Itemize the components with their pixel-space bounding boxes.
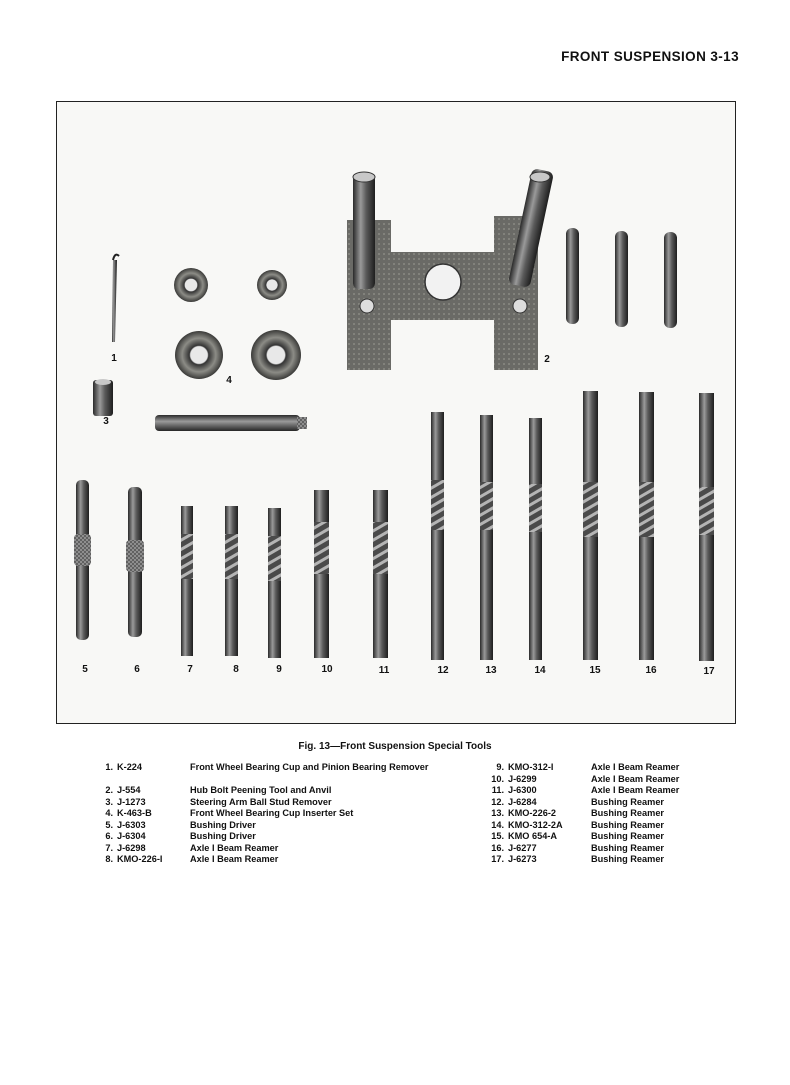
callout-8: 8	[233, 664, 239, 675]
part-number: J-6303	[117, 819, 146, 830]
part-number: J-6277	[508, 842, 537, 853]
legend-row: 4. K-463-B Front Wheel Bearing Cup Inserter Set	[105, 808, 354, 818]
tool-description: Axle I Beam Reamer	[591, 762, 680, 772]
tool-description: Bushing Reamer	[591, 796, 665, 807]
callout-10: 10	[321, 664, 333, 675]
tools-photograph	[56, 101, 736, 724]
tool-16-reamer	[639, 392, 654, 660]
tool-description: Hub Bolt Peening Tool and Anvil	[190, 785, 332, 795]
tool-description: Bushing Reamer	[591, 819, 665, 830]
tool-description: Bushing Reamer	[591, 842, 665, 853]
callout-12: 12	[437, 665, 449, 676]
tool-description: Bushing Driver	[190, 831, 256, 841]
legend-row: 2. J-554 Hub Bolt Peening Tool and Anvil	[105, 785, 332, 795]
tool-1-bearing-remover	[112, 255, 119, 342]
tool-description: Steering Arm Ball Stud Remover	[190, 796, 332, 807]
part-number: J-6273	[508, 854, 537, 864]
tool-description: Axle I Beam Reamer	[591, 773, 680, 784]
part-number: KMO-312-I	[508, 762, 554, 772]
callout-13: 13	[485, 665, 497, 676]
part-number: J-6304	[117, 831, 146, 841]
callout-5: 5	[82, 664, 88, 675]
part-number: K-224	[117, 762, 143, 772]
callout-11: 11	[378, 665, 390, 676]
tool-description: Bushing Driver	[190, 819, 256, 830]
legend-row: 7. J-6298 Axle I Beam Reamer	[105, 842, 279, 853]
tool-description: Front Wheel Bearing Cup and Pinion Bearing Remover	[190, 762, 429, 772]
legend-right-column	[486, 762, 706, 866]
tool-4-inserter-set	[174, 268, 301, 380]
callout-4: 4	[226, 375, 232, 386]
legend-row: 14. KMO-312-2A Bushing Reamer	[491, 819, 665, 830]
legend-row: 11. J-6300 Axle I Beam Reamer	[491, 785, 680, 795]
part-number: KMO-226-I	[117, 854, 163, 864]
legend-row: 6. J-6304 Bushing Driver	[105, 831, 256, 841]
part-number: J-6300	[508, 785, 537, 795]
callout-9: 9	[276, 664, 282, 675]
legend-row: 17. J-6273 Bushing Reamer	[491, 854, 665, 864]
tool-9-reamer	[268, 508, 281, 658]
legend-row: 8. KMO-226-I Axle I Beam Reamer	[105, 854, 279, 864]
tool-6-bushing-driver	[126, 487, 144, 637]
tool-description: Front Wheel Bearing Cup Inserter Set	[190, 808, 354, 818]
callout-7: 7	[187, 664, 193, 675]
callout-15: 15	[589, 665, 601, 676]
part-number: J-554	[117, 785, 141, 795]
legend-left-column	[95, 762, 445, 866]
legend-row: 1. K-224 Front Wheel Bearing Cup and Pinion Bearing Remover	[105, 762, 429, 772]
legend-row: 5. J-6303 Bushing Driver	[105, 819, 256, 830]
callout-2: 2	[544, 354, 550, 365]
tool-description: Bushing Reamer	[591, 854, 665, 864]
part-number: KMO 654-A	[508, 831, 558, 841]
tool-7-reamer	[181, 506, 193, 656]
legend-row: 16. J-6277 Bushing Reamer	[491, 842, 665, 853]
tool-15-reamer	[583, 391, 598, 660]
peening-anvil-bar	[155, 415, 307, 431]
legend-row: 9. KMO-312-I Axle I Beam Reamer	[496, 762, 680, 772]
callout-3: 3	[103, 416, 109, 427]
tool-description: Axle I Beam Reamer	[190, 842, 279, 853]
tool-description: Axle I Beam Reamer	[591, 785, 680, 795]
part-number: K-463-B	[117, 808, 152, 818]
legend-row: 15. KMO 654-A Bushing Reamer	[491, 831, 665, 841]
part-number: J-6298	[117, 842, 146, 853]
callout-1: 1	[111, 353, 117, 364]
callout-14: 14	[534, 665, 546, 676]
callout-16: 16	[645, 665, 657, 676]
tool-description: Bushing Reamer	[591, 831, 665, 841]
page-header: FRONT SUSPENSION 3-13	[561, 49, 739, 64]
tool-5-bushing-driver	[74, 480, 91, 640]
part-number: J-1273	[117, 796, 146, 807]
reamer-pilot-pins	[566, 228, 677, 328]
tool-17-reamer	[699, 393, 714, 661]
tool-8-reamer	[225, 506, 238, 656]
part-number: J-6299	[508, 773, 537, 784]
tool-13-reamer	[480, 415, 493, 660]
figure-caption: Fig. 13—Front Suspension Special Tools	[298, 741, 492, 752]
tool-2-peening-fixture	[347, 168, 554, 370]
legend-row: 10. J-6299 Axle I Beam Reamer	[491, 773, 680, 784]
part-number: J-6284	[508, 796, 537, 807]
part-number: KMO-312-2A	[508, 819, 563, 830]
callout-17: 17	[703, 666, 715, 677]
callout-6: 6	[134, 664, 140, 675]
tool-14-reamer	[529, 418, 542, 660]
tool-12-reamer	[431, 412, 444, 660]
legend-row: 13. KMO-226-2 Bushing Reamer	[491, 808, 665, 818]
tool-3-ball-stud-remover	[93, 379, 113, 416]
tool-description: Bushing Reamer	[591, 808, 665, 818]
legend-row: 12. J-6284 Bushing Reamer	[491, 796, 665, 807]
legend-row: 3. J-1273 Steering Arm Ball Stud Remover	[105, 796, 332, 807]
tool-10-reamer	[314, 490, 329, 658]
tool-11-reamer	[373, 490, 388, 658]
tool-description: Axle I Beam Reamer	[190, 854, 279, 864]
tools-illustration	[57, 102, 736, 724]
part-number: KMO-226-2	[508, 808, 556, 818]
